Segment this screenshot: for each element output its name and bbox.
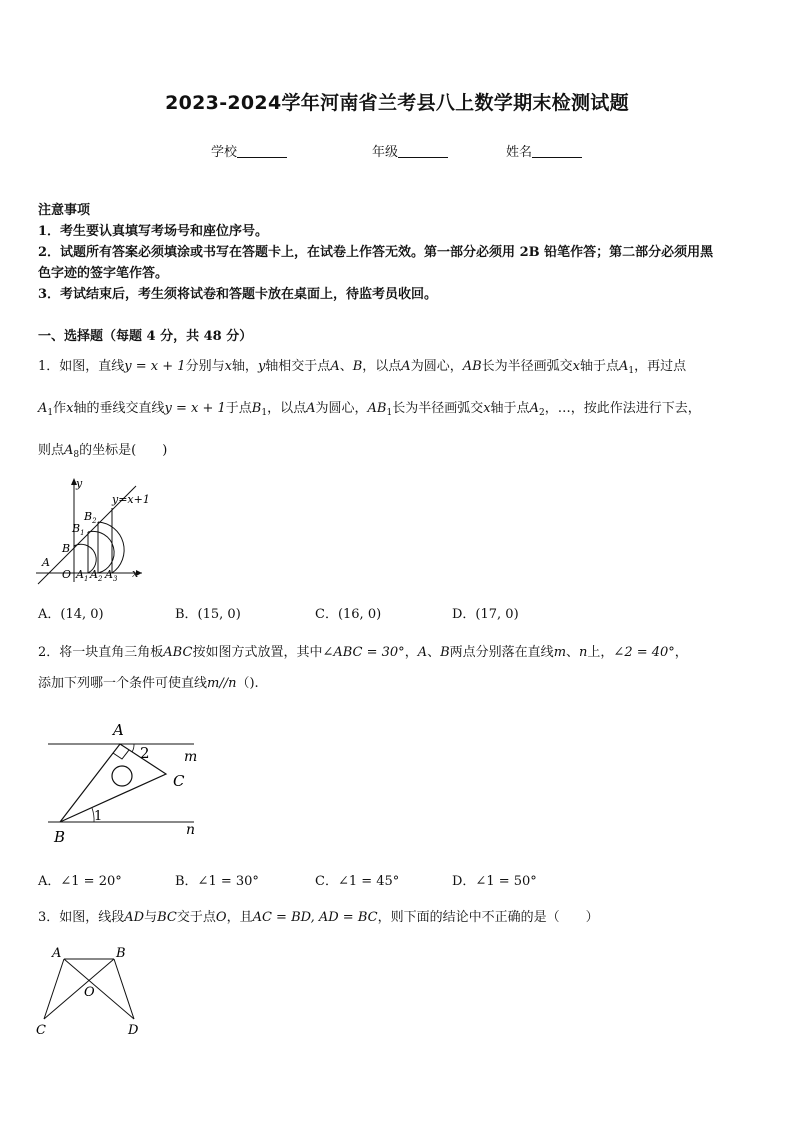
q1-option-d: D．(17, 0) <box>452 607 519 622</box>
q1-option-b: B．(15, 0) <box>175 607 241 622</box>
page-title: 2023-2024学年河南省兰考县八上数学期末检测试题 <box>165 92 629 114</box>
q1-label-A1: $A_1$ <box>76 568 89 583</box>
q2-figure <box>40 718 210 848</box>
note-item-1: 1．考生要认真填写考场号和座位序号。 <box>38 224 269 239</box>
q1-option-a: A．(14, 0) <box>38 607 104 622</box>
q2-circle <box>112 766 132 786</box>
q3-label-D: D <box>128 1023 139 1038</box>
q3-label-C: C <box>36 1023 46 1038</box>
q2-label-2: 2 <box>140 744 150 762</box>
q2-label-C: C <box>173 772 185 790</box>
q1-label-O: O <box>62 568 72 581</box>
q2-option-b: B．∠1 = 30° <box>175 874 259 889</box>
q3-line-1: 3．如图，线段AD与BC交于点O，且AC = BD, AD = BC，则下面的结论中不正确的是（ ） <box>38 910 599 925</box>
q1-option-c: C．(16, 0) <box>315 607 382 622</box>
q3-figure <box>30 942 150 1042</box>
q3-label-A: A <box>52 946 62 961</box>
q1-label-A2: $A_2$ <box>90 568 103 583</box>
q2-option-a: A．∠1 = 20° <box>38 874 122 889</box>
q1-arc-3 <box>98 522 124 573</box>
name-field <box>506 141 582 160</box>
q2-label-n: n <box>186 822 196 838</box>
name-label: 姓名 <box>506 145 533 160</box>
q1-arc-2 <box>88 531 114 573</box>
q2-option-d: D．∠1 = 50° <box>452 874 537 889</box>
q3-label-B: B <box>116 946 126 961</box>
section-heading: 一、选择题（每题 4 分，共 48 分） <box>38 329 253 344</box>
grade-blank <box>398 145 448 158</box>
q1-label-B: B <box>62 542 71 555</box>
q2-option-c: C．∠1 = 45° <box>315 874 400 889</box>
q3-label-O: O <box>84 985 95 1000</box>
q1-line-2: $A_1$作x轴的垂线交直线y = x + 1于点$B_1$，以点A为圆心，$AB_1$长为半径画弧交x轴于点$A_2$，…，按此作法进行下去， <box>38 401 701 418</box>
q2-label-B: B <box>54 828 66 846</box>
q1-label-A: A <box>42 556 50 569</box>
q1-label-B2: $B_2$ <box>84 510 97 525</box>
school-field <box>211 141 287 160</box>
q2-line-2: 添加下列哪一个条件可使直线m//n（). <box>38 676 259 691</box>
school-label: 学校 <box>211 145 238 160</box>
q1-label-B1: $B_1$ <box>72 522 85 537</box>
q1-label-line: y=x+1 <box>112 493 150 506</box>
grade-field <box>372 141 448 160</box>
q2-line-1: 2．将一块直角三角板ABC按如图方式放置，其中∠ABC = 30°，A、B两点分别落在直线m、n上，∠2 = 40°， <box>38 645 688 660</box>
name-blank <box>532 145 582 158</box>
q2-label-m: m <box>184 749 198 765</box>
note-item-2: 2．试题所有答案必须填涂或书写在答题卡上，在试卷上作答无效。第一部分必须用 2B 铅笔作答；第二部分必须用黑 <box>38 245 714 260</box>
q1-label-y: y <box>76 477 83 490</box>
q1-line-3: 则点$A_8$的坐标是( ) <box>38 443 168 460</box>
grade-label: 年级 <box>372 145 399 160</box>
note-item-3: 3．考试结束后，考生须将试卷和答题卡放在桌面上，待监考员收回。 <box>38 287 438 302</box>
school-blank <box>237 145 287 158</box>
q1-figure <box>30 474 180 586</box>
note-item-2-cont: 色字迹的签字笔作答。 <box>38 266 169 281</box>
q2-label-1: 1 <box>94 809 103 824</box>
notes-heading: 注意事项 <box>38 203 91 218</box>
q2-right-angle-mark <box>113 750 129 759</box>
q1-label-x: x <box>132 567 139 580</box>
q1-line-1: 1．如图，直线y = x + 1分别与x轴，y轴相交于点A、B，以点A为圆心，AB长为半径画弧交x轴于点$A_1$，再过点 <box>38 359 687 376</box>
q2-label-A: A <box>113 721 124 739</box>
q2-triangle <box>60 744 166 822</box>
q1-label-A3: $A_3$ <box>105 568 118 583</box>
